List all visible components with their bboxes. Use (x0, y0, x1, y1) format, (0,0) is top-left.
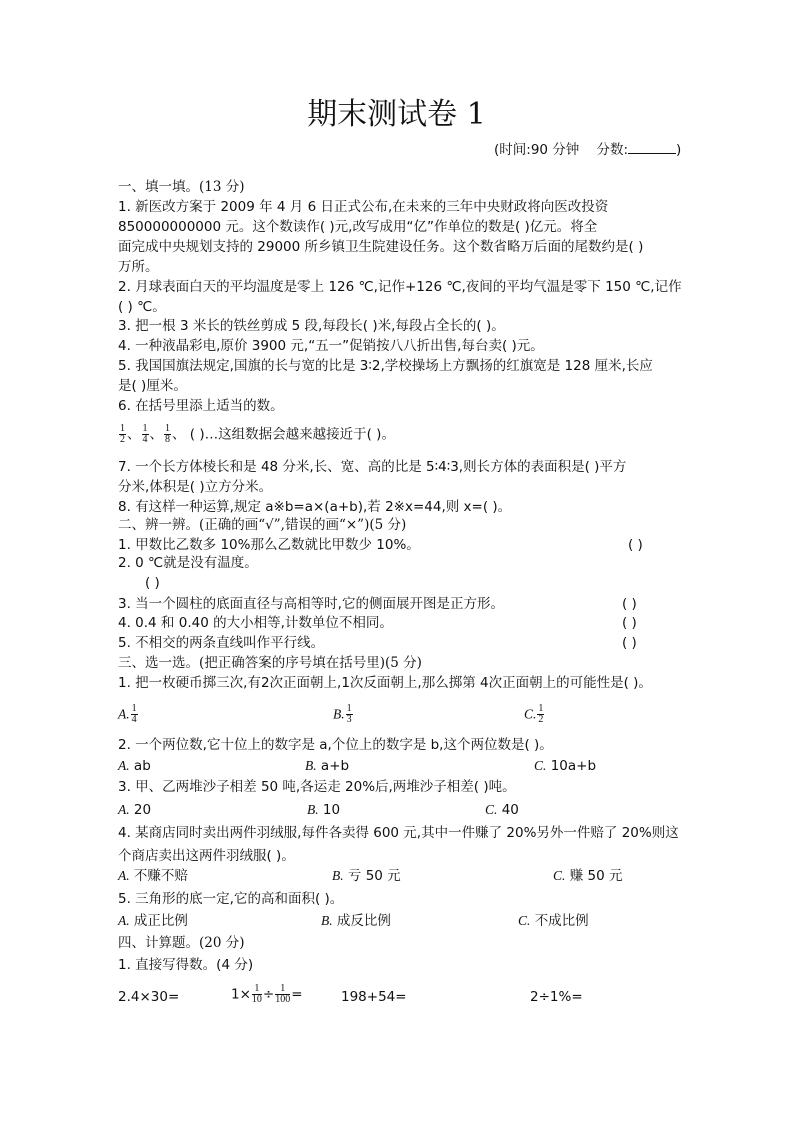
text-span: B. (332, 868, 344, 883)
calc-item: 198+54= (341, 989, 407, 1005)
exam-meta (494, 138, 681, 158)
question-line: 3. 把一根 3 米长的铁丝剪成 5 段,每段长( )米,每段占全长的( )。 (118, 318, 505, 334)
text-span: 10 (251, 994, 262, 1005)
text-span (252, 984, 262, 1005)
question-line: 1. 新医改方案于 2009 年 4 月 6 日正式公布,在未来的三年中央财政将向医改投资 (118, 199, 609, 215)
text-span: 不赚不赔 (133, 868, 188, 884)
choice-question: 1. 把一枚硬币掷三次,有2次正面朝上,1次反面朝上,那么掷第 4次正面朝上的可能性是( )。 (118, 675, 652, 691)
text-span: 不成比例 (534, 913, 589, 929)
fraction (164, 424, 171, 445)
text-span: 1 (120, 423, 125, 434)
text-span: 10 (322, 802, 341, 818)
text-span (131, 704, 138, 725)
answer-paren: ( ) (145, 575, 160, 591)
text-span: = (291, 986, 303, 1003)
question-line: 是( )厘米。 (118, 378, 187, 394)
page-title: 期末测试卷 1 (307, 97, 486, 132)
text-span: 3 (346, 714, 352, 725)
question-line: 4. 一种液晶彩电,原价 3900 元,“五一”促销按八八折出售,每台卖( )元。 (118, 338, 544, 354)
choice-question: 4. 某商店同时卖出两件羽绒服,每件各卖得 600 元,其中一件赚了 20%另外一件赔了 20%则这 (118, 825, 679, 841)
question-line: 2. 月球表面白天的平均温度是零上 126 ℃,记作+126 ℃,夜间的平均气温是零下 150 ℃,记作 (118, 279, 682, 295)
choice-question: 2. 一个两位数,它十位上的数字是 a,个位上的数字是 b,这个两位数是( )。 (118, 737, 553, 753)
score-blank (628, 141, 676, 154)
question-line: 面完成中央规划支持的 29000 所乡镇卫生院建设任务。这个数省略万后面的尾数约是( ) (118, 239, 644, 255)
answer-paren: ( ) (622, 615, 637, 631)
question-line: 万所。 (118, 259, 159, 275)
question-line: ( ) ℃。 (118, 299, 166, 315)
option-a (118, 867, 188, 885)
text-span: 1 (165, 423, 170, 434)
text-span: C. (524, 706, 537, 722)
text-span: B. (333, 706, 345, 722)
calc-item: 2÷1%= (530, 989, 583, 1005)
text-span: 20 (133, 802, 152, 818)
text-span: B. (305, 758, 317, 773)
fraction (142, 424, 149, 445)
text-span: 1 (346, 703, 352, 714)
text-span: 、 (149, 426, 163, 443)
choice-question: 个商店卖出这两件羽绒服( )。 (118, 848, 295, 864)
calc-item: 2.4×30= (118, 989, 180, 1005)
text-span: 8 (165, 434, 170, 445)
question-line: 分米,体积是( )立方分米。 (118, 479, 273, 495)
option-b (307, 801, 340, 819)
judge-item: 1. 甲数比乙数多 10%那么乙数就比甲数少 10%。 (118, 537, 420, 553)
option-a (118, 757, 151, 775)
option-b (332, 867, 401, 885)
sub-heading: 1. 直接写得数。(4 分) (118, 957, 254, 973)
text-span: 赚 50 元 (569, 868, 623, 884)
text-span: B. (307, 802, 319, 817)
option-a (118, 912, 188, 930)
option-a (118, 704, 139, 725)
text-span: 1 (131, 703, 137, 714)
text-span: 40 (501, 802, 519, 818)
option-b (305, 757, 349, 775)
option-a (118, 801, 151, 819)
text-span: C. (518, 913, 531, 928)
judge-item: 3. 当一个圆柱的底面直径与高相等时,它的侧面展开图是正方形。 (118, 596, 504, 612)
judge-item: 5. 不相交的两条直线叫作平行线。 (118, 635, 325, 651)
text-span: 1× (231, 986, 251, 1003)
option-c (524, 704, 545, 725)
text-span (537, 704, 544, 725)
question-line: 6. 在括号里添上适当的数。 (118, 398, 284, 414)
meta-close: ) (676, 142, 682, 158)
text-span: 成反比例 (336, 913, 391, 929)
question-line: 7. 一个长方体棱长和是 48 分米,长、宽、高的比是 5∶4∶3,则长方体的表面积是( )平方 (118, 459, 627, 475)
text-span: 亏 50 元 (347, 868, 401, 884)
text-span: A. (118, 758, 130, 773)
text-span: ÷ (262, 986, 275, 1003)
choice-question: 5. 三角形的底一定,它的高和面积( )。 (118, 891, 344, 907)
text-span: a+b (320, 758, 350, 774)
text-span: 、 (127, 426, 141, 443)
question-line: 8. 有这样一种运算,规定 a※b=a×(a+b),若 2※x=44,则 x=( )。 (118, 499, 512, 515)
section-1-heading: 一、填一填。(13 分) (118, 179, 245, 195)
section-4-heading: 四、计算题。(20 分) (118, 935, 245, 951)
text-span: 10a+b (550, 758, 597, 774)
judge-item: 2. 0 ℃就是没有温度。 (118, 555, 258, 571)
option-b (333, 704, 354, 725)
text-span: 4 (131, 714, 137, 725)
text-span (346, 704, 353, 725)
text-span: C. (553, 868, 566, 883)
text-span: 1 (538, 703, 544, 714)
text-span: ab (133, 758, 151, 774)
text-span: B. (321, 913, 333, 928)
text-span: 成正比例 (133, 913, 188, 929)
text-span: C. (534, 758, 547, 773)
fraction-sequence (118, 424, 395, 445)
option-c (518, 912, 589, 930)
option-c (534, 757, 596, 775)
calc-item (231, 984, 303, 1005)
text-span: 4 (142, 434, 148, 445)
text-span: 1 (252, 984, 262, 995)
answer-paren: ( ) (622, 635, 637, 651)
choice-question: 3. 甲、乙两堆沙子相差 50 吨,各运走 20%后,两堆沙子相差( )吨。 (118, 779, 516, 795)
fraction (119, 424, 126, 445)
text-span (275, 984, 290, 1005)
option-c (485, 801, 519, 819)
text-span: 2 (120, 434, 125, 445)
text-span: A. (118, 868, 130, 883)
section-3-heading: 三、选一选。(把正确答案的序号填在括号里)(5 分) (118, 655, 422, 671)
text-span: A. (118, 913, 130, 928)
question-line: 850000000000 元。这个数读作( )元,改写成用“亿”作单位的数是( )亿元。将全 (118, 219, 598, 235)
text-span: A. (118, 802, 130, 817)
time-label: (时间:90 分钟 (494, 142, 580, 158)
judge-item: 4. 0.4 和 0.40 的大小相等,计数单位不相同。 (118, 615, 393, 631)
answer-paren: ( ) (628, 537, 643, 553)
text-span: 100 (275, 994, 291, 1005)
score-label: 分数: (596, 142, 629, 158)
text-span: 、 (172, 426, 186, 443)
option-c (553, 867, 622, 885)
text-span: 1 (142, 423, 148, 434)
text-span: 2 (538, 714, 544, 725)
fraction-question-text: ( )…这组数据会越来越接近于( )。 (189, 426, 395, 443)
option-b (321, 912, 391, 930)
text-span: 1 (275, 984, 290, 995)
text-span: C. (485, 802, 498, 817)
text-span: A. (118, 706, 130, 722)
answer-paren: ( ) (622, 596, 637, 612)
question-line: 5. 我国国旗法规定,国旗的长与宽的比是 3∶2,学校操场上方飘扬的红旗宽是 128 厘米,长应 (118, 358, 653, 374)
section-2-heading: 二、辨一辨。(正确的画“√”,错误的画“×”)(5 分) (118, 517, 407, 533)
